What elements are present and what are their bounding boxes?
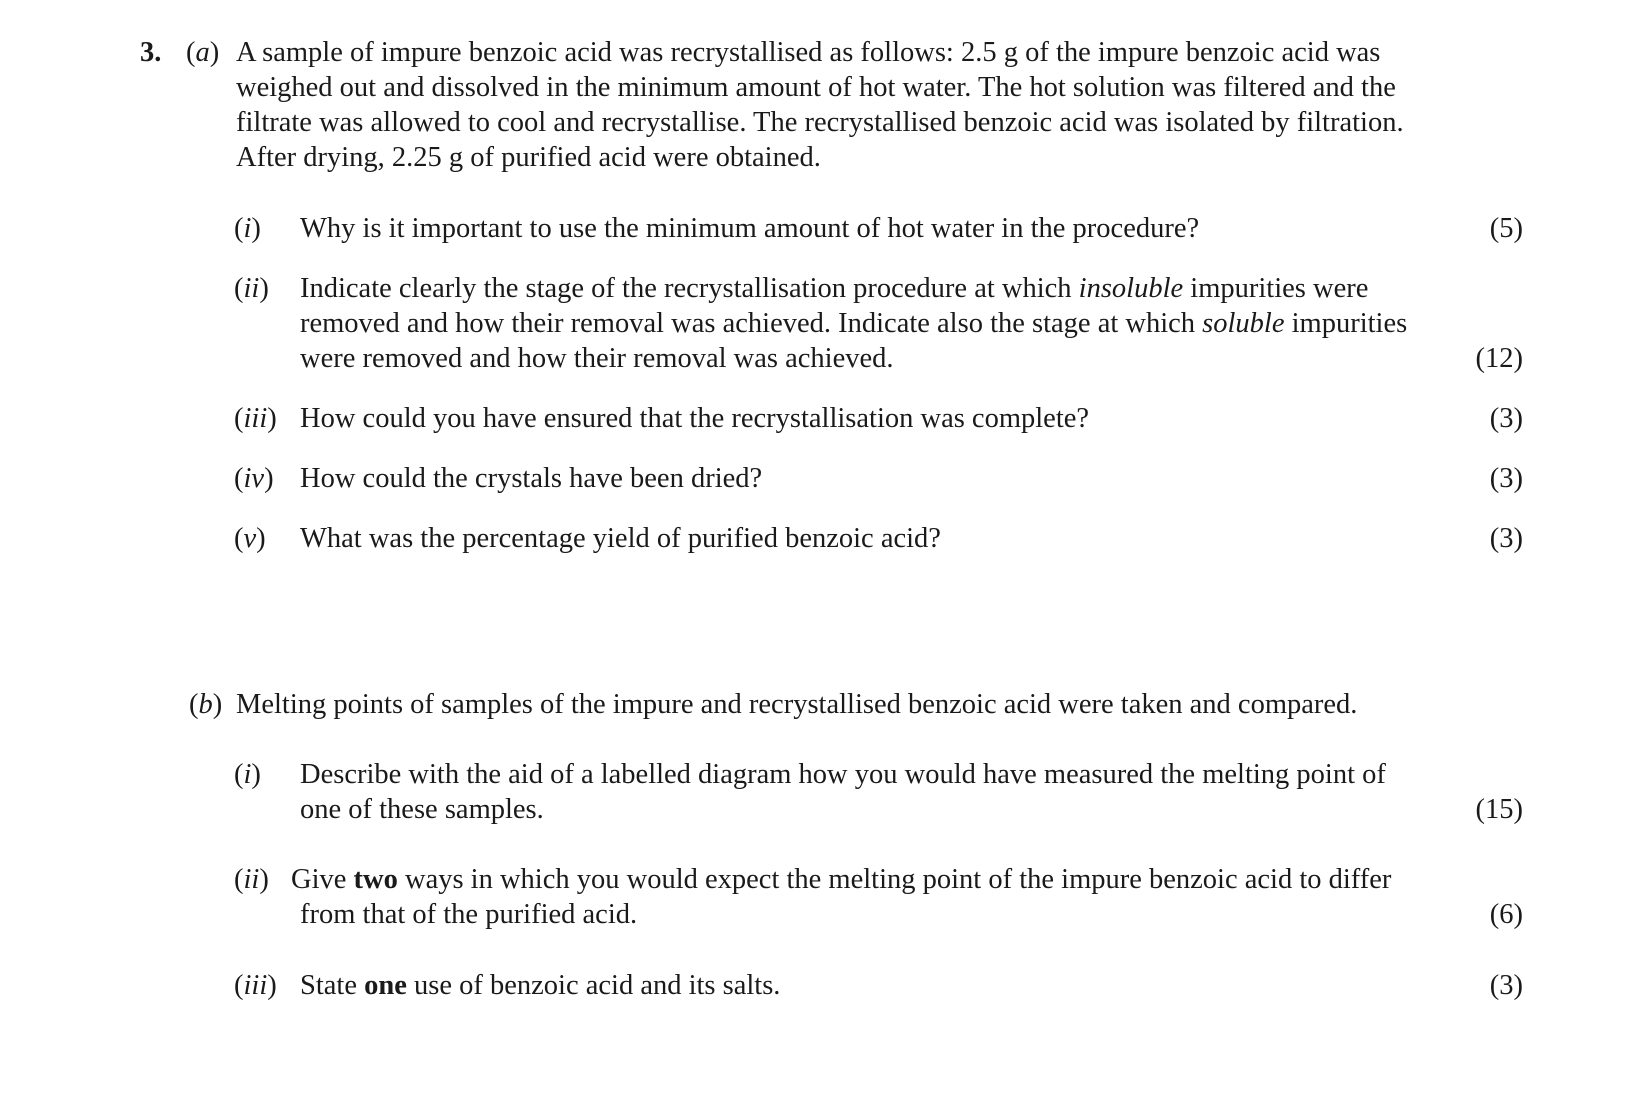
part-b-i-marks: (15) — [1475, 794, 1523, 825]
part-a-label: (a) — [186, 37, 220, 68]
part-a-i-marks: (5) — [1489, 213, 1523, 244]
part-a-i-label: (i) — [234, 213, 261, 244]
part-a-stem-line-3: filtrate was allowed to cool and recrystallise. The recrystallised benzoic acid was isolated by filtration. — [236, 107, 1404, 138]
part-a-stem-line-4: After drying, 2.25 g of purified acid were obtained. — [236, 142, 821, 173]
part-b-letter: b — [198, 689, 213, 720]
part-a-iii-marks: (3) — [1489, 403, 1523, 434]
part-a-ii-line-3: were removed and how their removal was achieved. — [300, 343, 894, 374]
part-a-iv-marks: (3) — [1489, 463, 1523, 494]
part-a-ii-line-2: removed and how their removal was achieved. Indicate also the stage at which soluble impurities — [300, 308, 1408, 339]
part-b-ii-marks: (6) — [1489, 899, 1523, 930]
part-b-i-line-1: Describe with the aid of a labelled diagram how you would have measured the melting point of — [300, 759, 1386, 790]
part-b-i-line-2: one of these samples. — [300, 794, 544, 825]
part-b-iii-text: State one use of benzoic acid and its salts. — [300, 970, 781, 1001]
part-a-ii-line-1: Indicate clearly the stage of the recrystallisation procedure at which insoluble impurities were — [300, 273, 1369, 304]
part-a-v-marks: (3) — [1489, 523, 1523, 554]
part-a-iv-text: How could the crystals have been dried? — [300, 463, 763, 494]
part-a-v-label: (v) — [234, 523, 266, 554]
part-a-iii-text: How could you have ensured that the recrystallisation was complete? — [300, 403, 1090, 434]
part-a-v-text: What was the percentage yield of purified benzoic acid? — [300, 523, 941, 554]
part-b-stem: Melting points of samples of the impure and recrystallised benzoic acid were taken and compared. — [236, 689, 1358, 720]
part-a-ii-marks: (12) — [1475, 343, 1523, 374]
part-b-i-label: (i) — [234, 759, 261, 790]
part-a-iii-label: (iii) — [234, 403, 277, 434]
part-a-ii-label: (ii) — [234, 273, 269, 304]
part-b-ii-line-2: from that of the purified acid. — [300, 899, 638, 930]
part-b-ii-label: (ii) — [234, 864, 269, 895]
part-a-letter: a — [195, 37, 210, 68]
part-b-ii-line-1: Give two ways in which you would expect the melting point of the impure benzoic acid to differ — [291, 864, 1392, 895]
part-b-label: (b) — [189, 689, 223, 720]
part-b-iii-marks: (3) — [1489, 970, 1523, 1001]
part-a-i-text: Why is it important to use the minimum amount of hot water in the procedure? — [300, 213, 1200, 244]
part-a-stem-line-1: A sample of impure benzoic acid was recrystallised as follows: 2.5 g of the impure benzoic acid was — [236, 37, 1381, 68]
question-number: 3. — [140, 37, 162, 68]
part-b-iii-label: (iii) — [234, 970, 277, 1001]
part-a-iv-label: (iv) — [234, 463, 274, 494]
part-a-stem-line-2: weighed out and dissolved in the minimum amount of hot water. The hot solution was filtered and the — [236, 72, 1396, 103]
